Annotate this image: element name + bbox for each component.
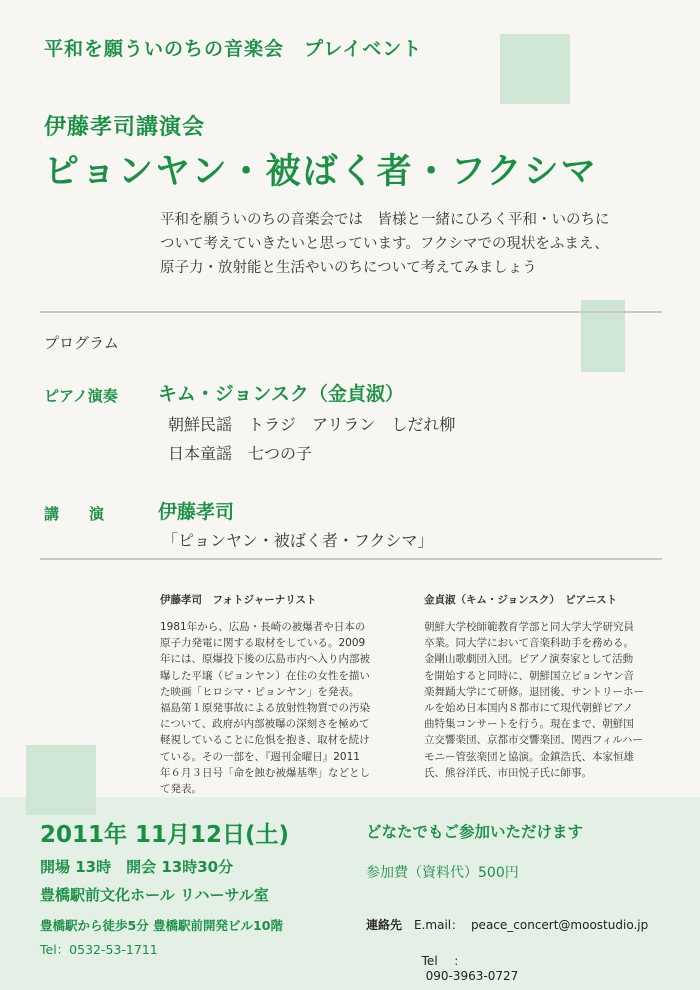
decor-square-bottom — [26, 745, 96, 815]
welcome-message: どなたでもご参加いただけます — [366, 823, 584, 841]
bio-line: ルを始め日本国内８都市にて現代朝鮮ピアノ — [424, 702, 634, 715]
event-venue: 豊橋駅前文化ホール リハーサル室 — [40, 886, 269, 904]
venue-tel: Tel：0532-53-1711 — [40, 942, 158, 957]
bio-line: モニー管弦楽団と協演。金鎮浩氏、本家恒雄 — [424, 750, 634, 763]
pre-event-title: 平和を願ういのちの音楽会 プレイベント — [44, 38, 423, 60]
song-japanese-children: 日本童謡 七つの子 — [168, 444, 313, 463]
intro-text — [160, 208, 680, 280]
lecture-speaker: 伊藤孝司 — [158, 501, 235, 523]
bio-line: 曝した平壌（ピョンヤン）在住の女性を描い — [160, 669, 370, 682]
bio-line: について、政府が内部被曝の深刻さを極めて — [160, 718, 370, 731]
divider-top — [40, 311, 662, 313]
bio-body-kim — [424, 619, 644, 781]
bio-line: 楽舞踊大学にて研修。退団後、サントリーホー — [424, 685, 644, 698]
contact-label: 連絡先 — [366, 918, 403, 932]
intro-line: 平和を願ういのちの音楽会では 皆様と一緒にひろく平和・いのちに — [160, 212, 610, 228]
bio-body-ito — [160, 619, 370, 797]
main-title: ピョンヤン・被ばく者・フクシマ — [44, 152, 598, 192]
bio-line: 原子力発電に関する取材をしている。2009 — [160, 637, 366, 650]
bio-line: を開始すると同時に、朝鮮国立ピョンヤン音 — [424, 669, 634, 682]
intro-line: 原子力・放射能と生活やいのちについて考えてみましょう — [160, 260, 537, 276]
contact-tel-row — [414, 938, 518, 983]
email-link[interactable]: peace_concert@moostudio.jp — [470, 918, 649, 932]
lecture-title-quote: 「ピョンヤン・被ばく者・フクシマ」 — [162, 531, 434, 550]
song-korean-folk: 朝鮮民謡 トラジ アリラン しだれ柳 — [168, 415, 456, 434]
bio-line: 立交響楽団、京都市交響楽団、関西フィルハー — [424, 734, 643, 747]
bio-line: 1981年から、広島・長崎の被爆者や日本の — [160, 621, 366, 633]
bio-line: 年には、原爆投下後の広島市内へ入り内部被 — [160, 653, 370, 666]
bio-line: 金剛山歌劇団入団。ピアノ演奏家として活動 — [424, 653, 634, 666]
tel-label: Tel ： — [421, 954, 466, 968]
piano-label: ピアノ演奏 — [44, 387, 118, 405]
bio-line: 氏、熊谷洋氏、市田悦子氏に師事。 — [424, 766, 592, 779]
bio-line: た映画「ヒロシマ・ピョンヤン」を発表。 — [160, 685, 360, 698]
intro-line: ついて考えていきたいと思っています。フクシマでの現状をふまえ、 — [160, 236, 609, 252]
bio-line: 朝鮮大学校師範教育学部と同大学大学研究員 — [424, 621, 634, 633]
piano-performer: キム・ジョンスク（金貞淑） — [158, 383, 404, 405]
email-label: E.mail： — [414, 918, 464, 932]
bio-line: ている。その一部を、『週刊金曜日』2011 — [160, 750, 360, 763]
bio-heading-kim: 金貞淑（キム・ジョンスク） ピアニスト — [424, 594, 618, 606]
lecture-title: 伊藤孝司講演会 — [44, 115, 206, 140]
decor-square-top — [500, 34, 570, 104]
bio-heading-ito: 伊藤孝司 フォトジャーナリスト — [160, 594, 317, 606]
bio-line: 曲特集コンサートを行う。現在まで、朝鮮国 — [424, 718, 634, 731]
program-label: プログラム — [44, 334, 119, 352]
tel-number[interactable]: 090-3963-0727 — [425, 969, 519, 983]
bio-line: 年６月３日号「命を蝕む被爆基準」などとし — [160, 766, 370, 779]
lecture-label: 講 演 — [44, 505, 105, 523]
event-time: 開場 13時 開会 13時30分 — [40, 858, 234, 876]
venue-access: 豊橋駅から徒歩5分 豊橋駅前開発ビル10階 — [40, 918, 283, 933]
event-date: 2011年 11月12日(土) — [40, 822, 290, 848]
divider-middle — [40, 558, 662, 560]
bio-line: て発表。 — [160, 783, 202, 796]
bio-line: 福島第１原発事故による放射性物質での汚染 — [160, 702, 370, 715]
contact-email-row — [414, 916, 648, 933]
bio-line: 軽視していることに危惧を抱き、取材を続け — [160, 734, 370, 747]
bio-line: 卒業。同大学において音楽科助手を務める。 — [424, 637, 634, 650]
participation-fee: 参加費（資料代）500円 — [366, 865, 519, 881]
